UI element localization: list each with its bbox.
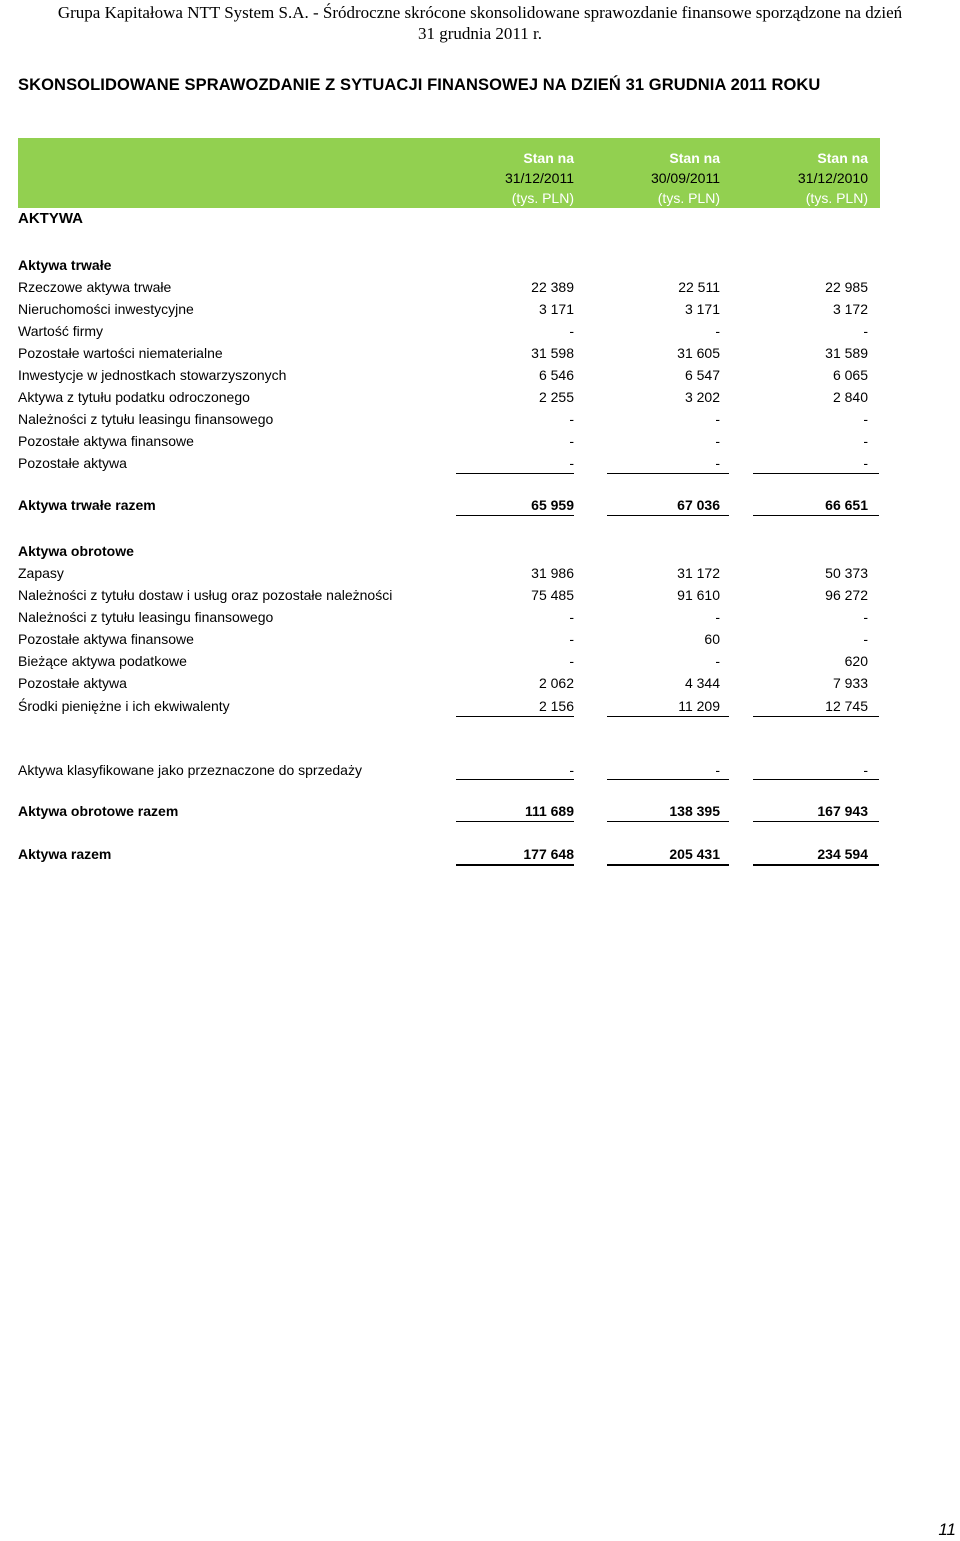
- subtotal-rule: [753, 473, 879, 474]
- grand-total-rule: [456, 864, 574, 866]
- cell-value: 177 648: [523, 846, 574, 862]
- table-row: [0, 606, 960, 628]
- table-row: [0, 254, 960, 276]
- cell-value: 22 985: [825, 279, 868, 295]
- grand-total-rule: [753, 864, 879, 866]
- cell-value: Stan na: [523, 150, 574, 166]
- grand-total-rule: [607, 864, 729, 866]
- cell-value: 3 172: [832, 301, 868, 317]
- subtotal-rule: [607, 473, 729, 474]
- total-rule: [753, 821, 879, 822]
- column-header-2010: [728, 148, 868, 208]
- cell-value: Inwestycje w jednostkach stowarzyszonych: [18, 367, 287, 383]
- cell-value: 3 171: [538, 301, 574, 317]
- table-row: [0, 364, 960, 386]
- total-rule: [456, 515, 574, 516]
- cell-value: Stan na: [669, 150, 720, 166]
- cell-value: -: [569, 323, 574, 339]
- cell-value: 31/12/2011: [504, 170, 574, 186]
- cell-value: -: [569, 433, 574, 449]
- cell-value: Pozostałe aktywa: [18, 455, 127, 471]
- table-row: [0, 452, 960, 474]
- table-row: [0, 562, 960, 584]
- cell-value: 11 209: [678, 698, 720, 714]
- cell-value: Pozostałe aktywa finansowe: [18, 433, 194, 449]
- cell-value: Pozostałe wartości niematerialne: [18, 345, 223, 361]
- cell-value: 22 511: [678, 279, 720, 295]
- cell-value: -: [569, 653, 574, 669]
- total-rule: [607, 515, 729, 516]
- cell-value: 6 547: [684, 367, 720, 383]
- subtotal-rule: [607, 779, 729, 780]
- total-rule: [607, 821, 729, 822]
- table-row: [0, 408, 960, 430]
- cell-value: Pozostałe aktywa: [18, 675, 127, 691]
- subtotal-rule: [753, 716, 879, 717]
- cell-value: 30/09/2011: [650, 170, 720, 186]
- table-row-total: [0, 494, 960, 516]
- cell-value: Aktywa razem: [18, 846, 112, 862]
- cell-value: 4 344: [684, 675, 720, 691]
- cell-value: -: [863, 631, 868, 647]
- cell-value: Stan na: [817, 150, 868, 166]
- cell-value: -: [863, 323, 868, 339]
- cell-value: Należności z tytułu leasingu finansowego: [18, 609, 274, 625]
- section-label-aktywa: AKTYWA: [18, 210, 83, 227]
- cell-value: 6 546: [538, 367, 574, 383]
- cell-value: 6 065: [832, 367, 868, 383]
- cell-value: (tys. PLN): [805, 190, 868, 206]
- cell-value: -: [715, 762, 720, 778]
- cell-value: 7 933: [832, 675, 868, 691]
- cell-value: Należności z tytułu dostaw i usług oraz pozostałe należności: [18, 587, 393, 603]
- cell-value: -: [569, 455, 574, 471]
- cell-value: 66 651: [825, 497, 868, 513]
- cell-value: 31 986: [531, 565, 574, 581]
- cell-value: -: [715, 433, 720, 449]
- cell-value: Aktywa obrotowe razem: [18, 803, 179, 819]
- cell-value: 2 156: [538, 698, 574, 714]
- cell-value: 3 171: [684, 301, 720, 317]
- table-row: [0, 540, 960, 562]
- cell-value: Aktywa trwałe: [18, 257, 112, 273]
- cell-value: Aktywa trwałe razem: [18, 497, 156, 513]
- cell-value: 167 943: [817, 803, 868, 819]
- cell-value: (tys. PLN): [511, 190, 574, 206]
- table-row: [0, 276, 960, 298]
- document-header: [0, 2, 960, 44]
- cell-value: -: [715, 323, 720, 339]
- cell-value: Aktywa obrotowe: [18, 543, 134, 559]
- cell-value: 234 594: [817, 846, 868, 862]
- cell-value: 22 389: [531, 279, 574, 295]
- table-row-total: [0, 800, 960, 822]
- cell-value: 31 589: [825, 345, 868, 361]
- cell-value: -: [569, 631, 574, 647]
- cell-value: -: [715, 653, 720, 669]
- table-row-grand-total: [0, 843, 960, 865]
- cell-value: 138 395: [669, 803, 720, 819]
- cell-value: 3 202: [684, 389, 720, 405]
- cell-value: -: [715, 455, 720, 471]
- cell-value: -: [715, 609, 720, 625]
- cell-value: Aktywa z tytułu podatku odroczonego: [18, 389, 250, 405]
- cell-value: -: [569, 762, 574, 778]
- cell-value: 111 689: [524, 803, 574, 819]
- cell-value: 60: [704, 631, 720, 647]
- table-row: [0, 430, 960, 452]
- cell-value: 31 172: [677, 565, 720, 581]
- cell-value: 65 959: [531, 497, 574, 513]
- cell-value: -: [569, 411, 574, 427]
- cell-value: -: [863, 762, 868, 778]
- cell-value: Pozostałe aktywa finansowe: [18, 631, 194, 647]
- cell-value: 50 373: [825, 565, 868, 581]
- cell-value: -: [863, 609, 868, 625]
- header-line-1: Grupa Kapitałowa NTT System S.A. - Śródroczne skrócone skonsolidowane sprawozdanie finansowe sporządzone na dzień: [57, 3, 903, 22]
- total-rule: [456, 821, 574, 822]
- column-header-2011: [434, 148, 574, 208]
- cell-value: 2 062: [538, 675, 574, 691]
- cell-value: 12 745: [825, 698, 868, 714]
- table-row: [0, 628, 960, 650]
- table-row: [0, 759, 960, 781]
- cell-value: -: [863, 455, 868, 471]
- cell-value: 31 605: [677, 345, 720, 361]
- table-row: [0, 584, 960, 606]
- total-rule: [753, 515, 879, 516]
- cell-value: 91 610: [677, 587, 720, 603]
- cell-value: Aktywa klasyfikowane jako przeznaczone do sprzedaży: [18, 762, 362, 778]
- subtotal-rule: [456, 716, 574, 717]
- cell-value: 205 431: [669, 846, 720, 862]
- cell-value: -: [715, 411, 720, 427]
- subtotal-rule: [456, 779, 574, 780]
- cell-value: 75 485: [531, 587, 574, 603]
- cell-value: 2 255: [538, 389, 574, 405]
- table-row: [0, 695, 960, 717]
- cell-value: 31/12/2010: [797, 170, 868, 186]
- cell-value: 2 840: [832, 389, 868, 405]
- subtotal-rule: [456, 473, 574, 474]
- subtotal-rule: [607, 716, 729, 717]
- statement-title: SKONSOLIDOWANE SPRAWOZDANIE Z SYTUACJI FINANSOWEJ NA DZIEŃ 31 GRUDNIA 2011 ROKU: [18, 76, 821, 94]
- cell-value: Nieruchomości inwestycyjne: [18, 301, 194, 317]
- column-header-sep-2011: [580, 148, 720, 208]
- table-row: [0, 386, 960, 408]
- table-row: [0, 342, 960, 364]
- cell-value: -: [569, 609, 574, 625]
- header-line-2: 31 grudnia 2011 r.: [417, 24, 543, 43]
- cell-value: 620: [844, 653, 868, 669]
- cell-value: -: [863, 411, 868, 427]
- table-row: [0, 650, 960, 672]
- page-number: 11: [938, 1520, 956, 1539]
- table-row: [0, 672, 960, 694]
- cell-value: 96 272: [825, 587, 868, 603]
- cell-value: 31 598: [531, 345, 574, 361]
- cell-value: 67 036: [677, 497, 720, 513]
- cell-value: -: [863, 433, 868, 449]
- cell-value: Rzeczowe aktywa trwałe: [18, 279, 172, 295]
- cell-value: Środki pieniężne i ich ekwiwalenty: [18, 698, 230, 714]
- cell-value: Należności z tytułu leasingu finansowego: [18, 411, 274, 427]
- subtotal-rule: [753, 779, 879, 780]
- cell-value: Wartość firmy: [18, 323, 104, 339]
- table-row: [0, 298, 960, 320]
- cell-value: Zapasy: [18, 565, 64, 581]
- cell-value: Bieżące aktywa podatkowe: [18, 653, 187, 669]
- table-row: [0, 320, 960, 342]
- cell-value: (tys. PLN): [657, 190, 720, 206]
